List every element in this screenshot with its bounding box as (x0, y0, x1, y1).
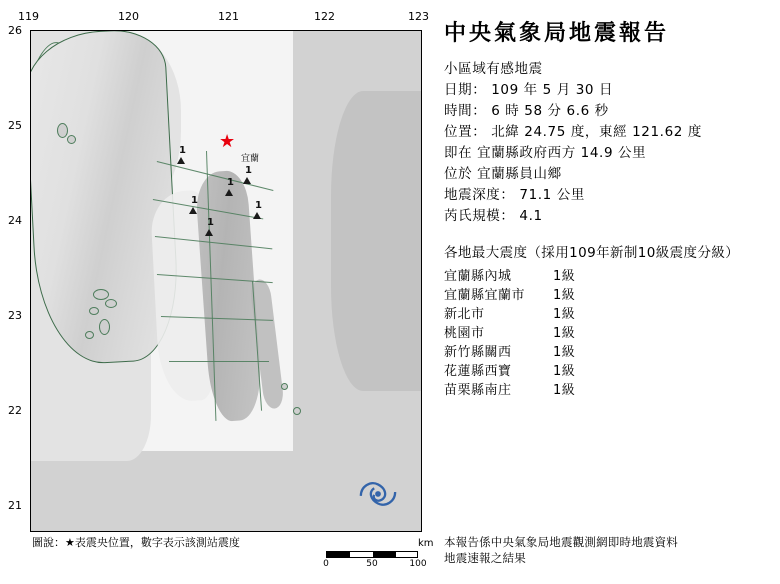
penghu-islet (89, 307, 99, 315)
station-marker (225, 189, 233, 196)
penghu-islet (99, 319, 110, 335)
intensity-place: 宜蘭縣宜蘭市 (444, 288, 526, 303)
intensity-value: 1級 (553, 307, 576, 322)
intensity-place: 花蓮縣西寶 (444, 364, 512, 379)
scale-tick-0: 0 (323, 559, 329, 569)
station-marker (177, 157, 185, 164)
intensity-value: 1級 (553, 383, 576, 398)
intensity-value: 1級 (553, 288, 576, 303)
table-row (444, 343, 575, 362)
intensity-place: 宜蘭縣內城 (444, 269, 512, 284)
intensity-place: 新竹縣關西 (444, 345, 512, 360)
y-axis-tick-5: 21 (8, 499, 22, 512)
report-location-coords: 位置： 北緯 24.75 度，東經 121.62 度 (444, 124, 702, 140)
y-axis-tick-4: 22 (8, 404, 22, 417)
intensity-place: 苗栗縣南庄 (444, 383, 512, 398)
station-intensity: 1 (179, 145, 186, 156)
map-panel (8, 6, 434, 578)
penghu-islet (85, 331, 94, 339)
map-canvas[interactable] (30, 30, 422, 532)
intensity-value: 1級 (553, 326, 576, 341)
page-title: 中央氣象局地震報告 (444, 21, 670, 46)
county-boundary (169, 361, 269, 362)
x-axis-tick-1: 120 (118, 10, 139, 23)
intensity-place: 新北市 (444, 307, 485, 322)
table-row (444, 305, 575, 324)
report-depth: 地震深度： 71.1 公里 (444, 187, 585, 203)
penghu-islet (93, 289, 109, 300)
map-legend (32, 534, 240, 550)
station-intensity: 1 (245, 165, 252, 176)
intensity-value: 1級 (553, 269, 576, 284)
footnote-line-2: 地震速報之結果 (444, 551, 526, 565)
y-axis-tick-3: 23 (8, 309, 22, 322)
intensity-place: 桃園市 (444, 326, 485, 341)
footnote (444, 534, 678, 566)
station-intensity: 1 (207, 217, 214, 228)
y-axis-tick-2: 24 (8, 214, 22, 227)
matsu-islet (57, 123, 68, 138)
city-label-yilan: 宜蘭 (241, 154, 260, 164)
y-axis-tick-1: 25 (8, 119, 22, 132)
x-axis-tick-4: 123 (408, 10, 429, 23)
penghu-islet (105, 299, 117, 308)
scale-tick-2: 100 (409, 559, 427, 569)
report-location-relative: 即在 宜蘭縣政府西方 14.9 公里 (444, 145, 647, 161)
table-row (444, 286, 575, 305)
scale-unit-label: km (418, 538, 434, 549)
intensity-value: 1級 (553, 345, 576, 360)
matsu-islet (67, 135, 76, 144)
report-magnitude: 芮氏規模： 4.1 (444, 208, 543, 224)
station-marker (253, 212, 261, 219)
intensity-value: 1級 (553, 364, 576, 379)
table-row (444, 324, 575, 343)
table-row (444, 362, 575, 381)
report-time: 時間： 6 時 58 分 6.6 秒 (444, 103, 609, 119)
station-marker (243, 177, 251, 184)
report-date: 日期： 109 年 5 月 30 日 (444, 82, 614, 98)
station-marker (205, 229, 213, 236)
deep-trench (331, 91, 422, 391)
scale-bar-graphic (326, 551, 418, 558)
station-intensity: 1 (191, 195, 198, 206)
table-row (444, 381, 575, 400)
report-panel (440, 10, 772, 576)
scale-bar-ticks (323, 558, 427, 570)
station-intensity: 1 (255, 200, 262, 211)
report-location-township: 位於 宜蘭縣員山鄉 (444, 166, 562, 182)
scale-tick-1: 50 (366, 559, 378, 569)
x-axis-tick-0: 119 (18, 10, 39, 23)
footnote-line-1: 本報告係中央氣象局地震觀測網即時地震資料 (444, 535, 678, 549)
intensity-table (444, 267, 575, 400)
station-marker (189, 207, 197, 214)
report-subtitle: 小區域有感地震 (444, 61, 543, 77)
x-axis-tick-2: 121 (218, 10, 239, 23)
station-intensity: 1 (227, 177, 234, 188)
intensity-section-heading: 各地最大震度（採用109年新制10級震度分級） (444, 245, 740, 261)
table-row (444, 267, 575, 286)
green-island-islet (281, 383, 288, 390)
map-legend-text: 圖說：★表震央位置，數字表示該測站震度 (32, 536, 240, 549)
scale-bar (323, 538, 434, 570)
lanyu-islet (293, 407, 301, 415)
x-axis-tick-3: 122 (314, 10, 335, 23)
y-axis-tick-0: 26 (8, 24, 22, 37)
cwb-logo-icon (355, 473, 401, 513)
